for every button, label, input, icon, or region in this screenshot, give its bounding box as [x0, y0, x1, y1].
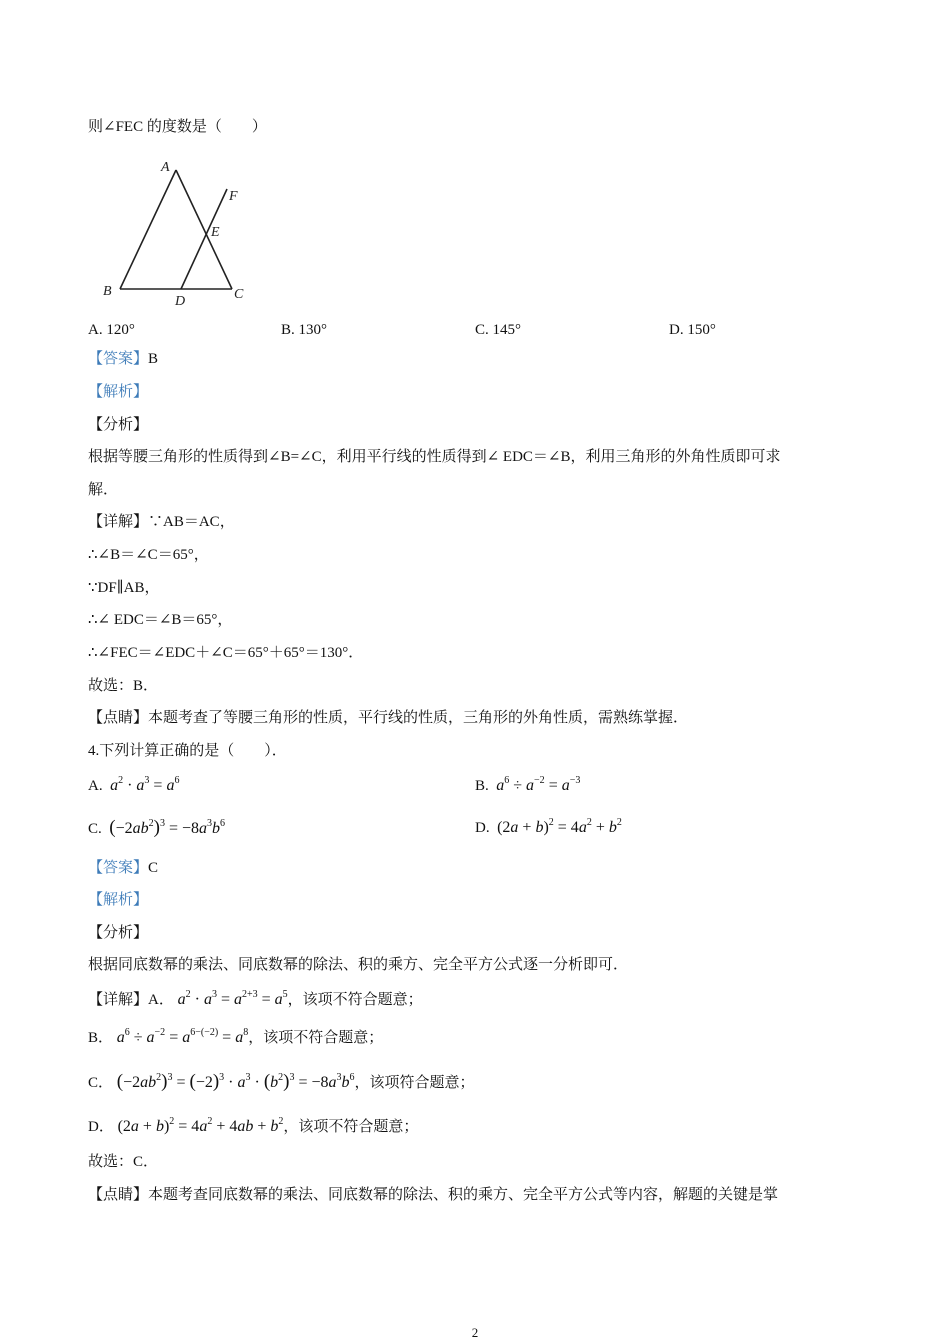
q3-fenxi-line2: 解． [88, 482, 119, 498]
q4-dianjing: 【点睛】本题考查同底数幂的乘法、同底数幂的除法、积的乘方、完全平方公式等内容，解题的关键是掌 [88, 1187, 779, 1203]
dianjing-tag: 【点睛】 [88, 710, 149, 726]
answer-value: C [148, 860, 159, 876]
q4-fenxi-tag: 【分析】 [88, 925, 149, 941]
q3-option-a: A. 120° [88, 322, 135, 338]
q4-stem: 4.下列计算正确的是（ ）． [88, 743, 287, 759]
formula: $(2a + b)^2 = 4a^2 + 4ab + b^2$ [117, 1116, 284, 1135]
q4-option-c: C. $(-2ab^2)^3 = -8a^3b^6$ [88, 817, 225, 838]
detail-tag: 【详解】 [88, 514, 149, 530]
formula: $a^2 \cdot a^3 = a^{2+3} = a^5$ [177, 989, 288, 1008]
q4-option-a: A. $a^2 \cdot a^3 = a^6$ [88, 775, 180, 794]
q4-detail-a: 【详解】A． $a^2 \cdot a^3 = a^{2+3} = a^5$，该项不符合题意； [88, 989, 423, 1008]
page-number: 2 [471, 1325, 479, 1340]
label-c: C [234, 287, 244, 302]
q3-detail-line-4: ∴∠FEC＝∠EDC＋∠C＝65°＋65°＝130°． [88, 645, 364, 661]
q3-detail-line-3: ∴∠ EDC＝∠B＝65°， [88, 612, 233, 628]
formula: $(-2ab^2)^3 = (-2)^3 \cdot a^3 \cdot (b^2)^3 = -8a^3b^6$ [116, 1071, 355, 1092]
formula: $(2a + b)^2 = 4a^2 + b^2$ [497, 817, 622, 836]
q3-dianjing: 【点睛】本题考查了等腰三角形的性质，平行线的性质，三角形的外角性质，需熟练掌握． [88, 710, 689, 726]
formula: $(-2ab^2)^3 = -8a^3b^6$ [109, 817, 225, 838]
dianjing-tag: 【点睛】 [88, 1187, 149, 1203]
formula: $a^2 \cdot a^3 = a^6$ [110, 775, 180, 794]
q4-detail-c: C． $(-2ab^2)^3 = (-2)^3 \cdot a^3 \cdot (b^2)^3 = -8a^3b^6$，该项符合题意； [88, 1071, 475, 1092]
q3-answer [88, 349, 158, 369]
q4-detail-b: B． $a^6 \div a^{-2} = a^{6-(-2)} = a^8$，该项不符合题意； [88, 1027, 384, 1046]
q3-choose: 故选：B． [88, 678, 159, 694]
q3-detail-line-0: 【详解】∵AB＝AC， [88, 514, 235, 530]
q4-analysis-tag: 【解析】 [88, 892, 149, 908]
q4-option-d: D. $(2a + b)^2 = 4a^2 + b^2$ [475, 817, 622, 836]
formula: $a^6 \div a^{-2} = a^{6-(-2)} = a^8$ [116, 1027, 249, 1046]
q4-fenxi: 根据同底数幂的乘法、同底数幂的除法、积的乘方、完全平方公式逐一分析即可． [88, 957, 629, 973]
q4-detail-d: D． $(2a + b)^2 = 4a^2 + 4ab + b^2$，该项不符合题意； [88, 1116, 419, 1135]
q3-detail-line-1: ∴∠B＝∠C＝65°， [88, 547, 209, 563]
q3-analysis-tag: 【解析】 [88, 384, 149, 400]
answer-value: B [148, 351, 159, 367]
label-a: A [161, 160, 170, 175]
q3-option-d: D. 150° [669, 322, 716, 338]
q4-option-b: B. $a^6 \div a^{-2} = a^{-3}$ [475, 775, 581, 794]
q3-fenxi-tag: 【分析】 [88, 417, 149, 433]
label-f: F [229, 189, 238, 204]
label-e: E [211, 225, 220, 240]
q3-fenxi-line1: 根据等腰三角形的性质得到∠B=∠C，利用平行线的性质得到∠ EDC＝∠B，利用三角形的外角性质即可求 [88, 449, 781, 465]
formula: $a^6 \div a^{-2} = a^{-3}$ [496, 775, 581, 794]
answer-tag: 【答案】 [88, 860, 149, 876]
q3-detail-line-2: ∵DF∥AB， [88, 580, 160, 596]
label-b: B [103, 284, 112, 299]
triangle-figure [100, 155, 260, 305]
q3-stem: 则∠FEC 的度数是（ ） [88, 119, 267, 135]
q3-option-b: B. 130° [281, 322, 328, 338]
q4-choose: 故选：C． [88, 1154, 159, 1170]
q4-answer [88, 858, 158, 878]
q3-option-c: C. 145° [475, 322, 522, 338]
label-d: D [175, 294, 186, 305]
answer-tag: 【答案】 [88, 351, 149, 367]
detail-tag: 【详解】 [88, 992, 149, 1008]
